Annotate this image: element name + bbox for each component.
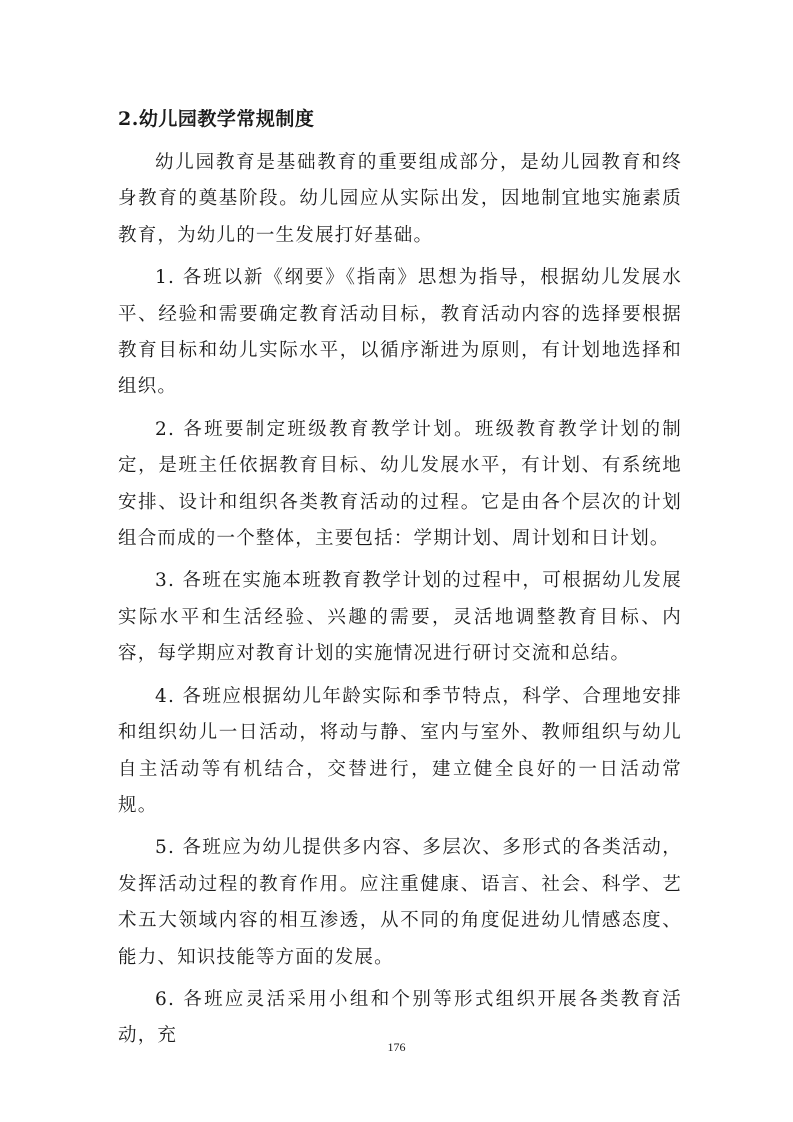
rule-paragraph-4: 4. 各班应根据幼儿年龄实际和季节特点，科学、合理地安排和组织幼儿一日活动，将动与静、室内与室外、教师组织与幼儿自主活动等有机结合，交替进行，建立健全良好的一日活动常规。 <box>118 685 682 816</box>
section-heading: 2.幼儿园教学常规制度 <box>118 108 315 130</box>
rule-paragraph-5: 5. 各班应为幼儿提供多内容、多层次、多形式的各类活动，发挥活动过程的教育作用。应注重健康、语言、社会、科学、艺术五大领域内容的相互渗透，从不同的角度促进幼儿情感态度、能力、知识技能等方面的发展。 <box>118 837 682 968</box>
rule-paragraph-1: 1. 各班以新《纲要》《指南》思想为指导，根据幼儿发展水平、经验和需要确定教育活动目标，教育活动内容的选择要根据教育目标和幼儿实际水平，以循序渐进为原则，有计划地选择和组织。 <box>118 267 682 398</box>
intro-paragraph: 幼儿园教育是基础教育的重要组成部分，是幼儿园教育和终身教育的奠基阶段。幼儿园应从实际出发，因地制宜地实施素质教育，为幼儿的一生发展打好基础。 <box>118 152 682 246</box>
body-text <box>118 145 682 1055</box>
rule-paragraph-3: 3. 各班在实施本班教育教学计划的过程中，可根据幼儿发展实际水平和生活经验、兴趣的需要，灵活地调整教育目标、内容，每学期应对教育计划的实施情况进行研讨交流和总结。 <box>118 570 682 665</box>
rule-paragraph-6: 6. 各班应灵活采用小组和个别等形式组织开展各类教育活动，充 <box>118 988 682 1047</box>
page-number: 176 <box>387 1040 406 1054</box>
rule-paragraph-2: 2. 各班要制定班级教育教学计划。班级教育教学计划的制定，是班主任依据教育目标、幼儿发展水平，有计划、有系统地安排、设计和组织各类教育活动的过程。它是由各个层次的计划组合而成的一个整体，主要包括：学期计划、周计划和日计划。 <box>118 418 682 550</box>
